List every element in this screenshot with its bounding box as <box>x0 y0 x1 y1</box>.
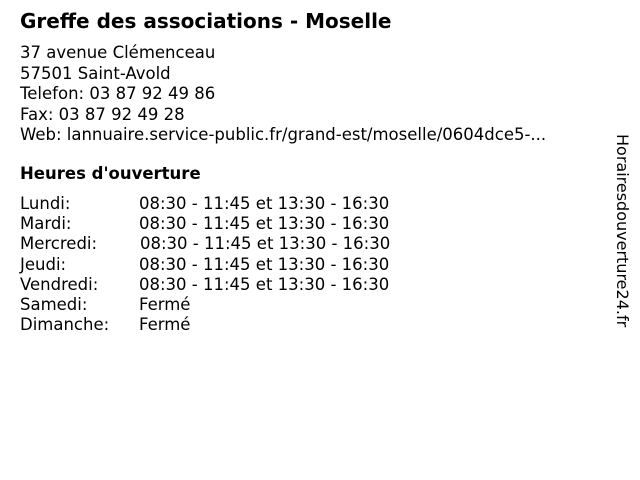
day-label: Vendredi: <box>20 274 99 294</box>
time-value: 08:30 - 11:45 et 13:30 - 16:30 <box>139 274 390 294</box>
day-label: Mardi: <box>20 214 72 234</box>
time-value: 08:30 - 11:45 et 13:30 - 16:30 <box>139 194 390 213</box>
hours-row-tuesday <box>20 214 480 234</box>
hours-row-saturday <box>20 295 480 315</box>
time-value: 08:30 - 11:45 et 13:30 - 16:30 <box>139 214 390 234</box>
day-label: Dimanche: <box>20 315 110 335</box>
phone-number: Telefon: 03 87 92 49 86 <box>20 84 216 103</box>
website-link[interactable]: Web: lannuaire.service-public.fr/grand-est/moselle/0604dce5-... <box>20 125 547 144</box>
opening-hours-table <box>20 194 480 335</box>
opening-hours-heading: Heures d'ouverture <box>20 164 201 183</box>
day-label: Jeudi: <box>20 254 67 274</box>
city-address: 57501 Saint-Avold <box>20 63 171 83</box>
page-title: Greffe des associations - Moselle <box>20 9 392 33</box>
hours-row-monday <box>20 194 480 214</box>
address-block <box>20 43 546 146</box>
time-value: Fermé <box>139 294 191 314</box>
day-label: Mercredi: <box>20 234 98 254</box>
time-value: 08:30 - 11:45 et 13:30 - 16:30 <box>139 254 390 274</box>
hours-row-wednesday <box>20 234 480 254</box>
hours-row-friday <box>20 275 480 295</box>
site-brand-vertical[interactable]: Horairesdouverture24.fr <box>613 134 632 328</box>
day-label: Samedi: <box>20 294 88 314</box>
day-label: Lundi: <box>20 194 71 213</box>
time-value: 08:30 - 11:45 et 13:30 - 16:30 <box>140 234 391 254</box>
hours-row-thursday <box>20 255 480 275</box>
street-address: 37 avenue Clémenceau <box>20 43 216 62</box>
fax-number: Fax: 03 87 92 49 28 <box>20 104 185 124</box>
hours-row-sunday <box>20 315 480 335</box>
time-value: Fermé <box>139 315 191 335</box>
